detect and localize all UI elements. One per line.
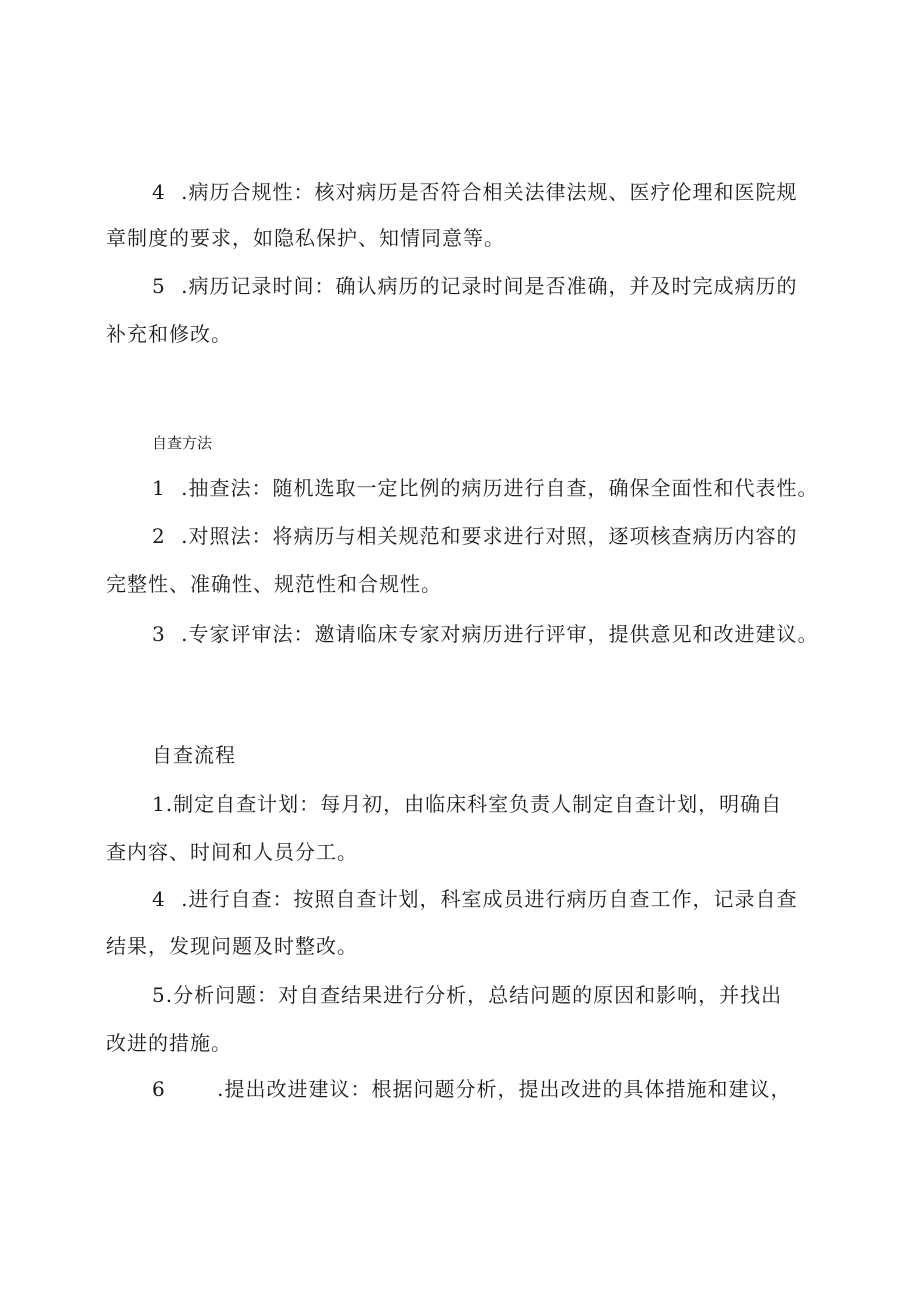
process-3-line-2: 改进的措施。 [106, 1031, 232, 1055]
method-3-line-1 [152, 622, 818, 646]
item-5-number: 5 [152, 274, 166, 298]
item-5-line-1 [152, 274, 797, 298]
method-2-text: .对照法：将病历与相关规范和要求进行对照，逐项核查病历内容的 [181, 524, 798, 548]
method-1-line-1 [152, 476, 818, 500]
method-3-text: .专家评审法：邀请临床专家对病历进行评审，提供意见和改进建议。 [181, 622, 819, 646]
methods-heading: 自查方法 [152, 434, 213, 452]
process-1-line-1: 1.制定自查计划：每月初，由临床科室负责人制定自查计划，明确自 [152, 792, 783, 816]
process-2-text: .进行自查：按照自查计划，科室成员进行病历自查工作，记录自查 [181, 887, 798, 911]
process-1-line-2: 查内容、时间和人员分工。 [106, 840, 358, 864]
item-5-line-2: 补充和修改。 [106, 322, 232, 346]
item-4-text: .病历合规性：核对病历是否符合相关法律法规、医疗伦理和医院规 [181, 180, 798, 204]
method-1-text: .抽查法：随机选取一定比例的病历进行自查，确保全面性和代表性。 [181, 476, 819, 500]
process-2-line-1 [152, 887, 797, 911]
method-2-line-1 [152, 524, 797, 548]
item-4-line-2: 章制度的要求，如隐私保护、知情同意等。 [106, 226, 505, 250]
process-4-number: 6 [152, 1077, 166, 1101]
item-4-number: 4 [152, 180, 166, 204]
item-5-text: .病历记录时间：确认病历的记录时间是否准确，并及时完成病历的 [181, 274, 798, 298]
process-2-line-2: 结果，发现问题及时整改。 [106, 934, 358, 958]
item-4-line-1 [152, 180, 797, 204]
process-2-number: 4 [152, 887, 166, 911]
method-2-number: 2 [152, 524, 166, 548]
method-3-number: 3 [152, 622, 166, 646]
process-4-text: .提出改进建议：根据问题分析，提出改进的具体措施和建议， [217, 1077, 792, 1101]
process-3-line-1: 5.分析问题：对自查结果进行分析，总结问题的原因和影响，并找出 [152, 983, 783, 1007]
process-heading: 自查流程 [152, 743, 236, 767]
process-4-line-1 [152, 1077, 791, 1101]
method-2-line-2: 完整性、准确性、规范性和合规性。 [106, 572, 442, 596]
method-1-number: 1 [152, 476, 166, 500]
